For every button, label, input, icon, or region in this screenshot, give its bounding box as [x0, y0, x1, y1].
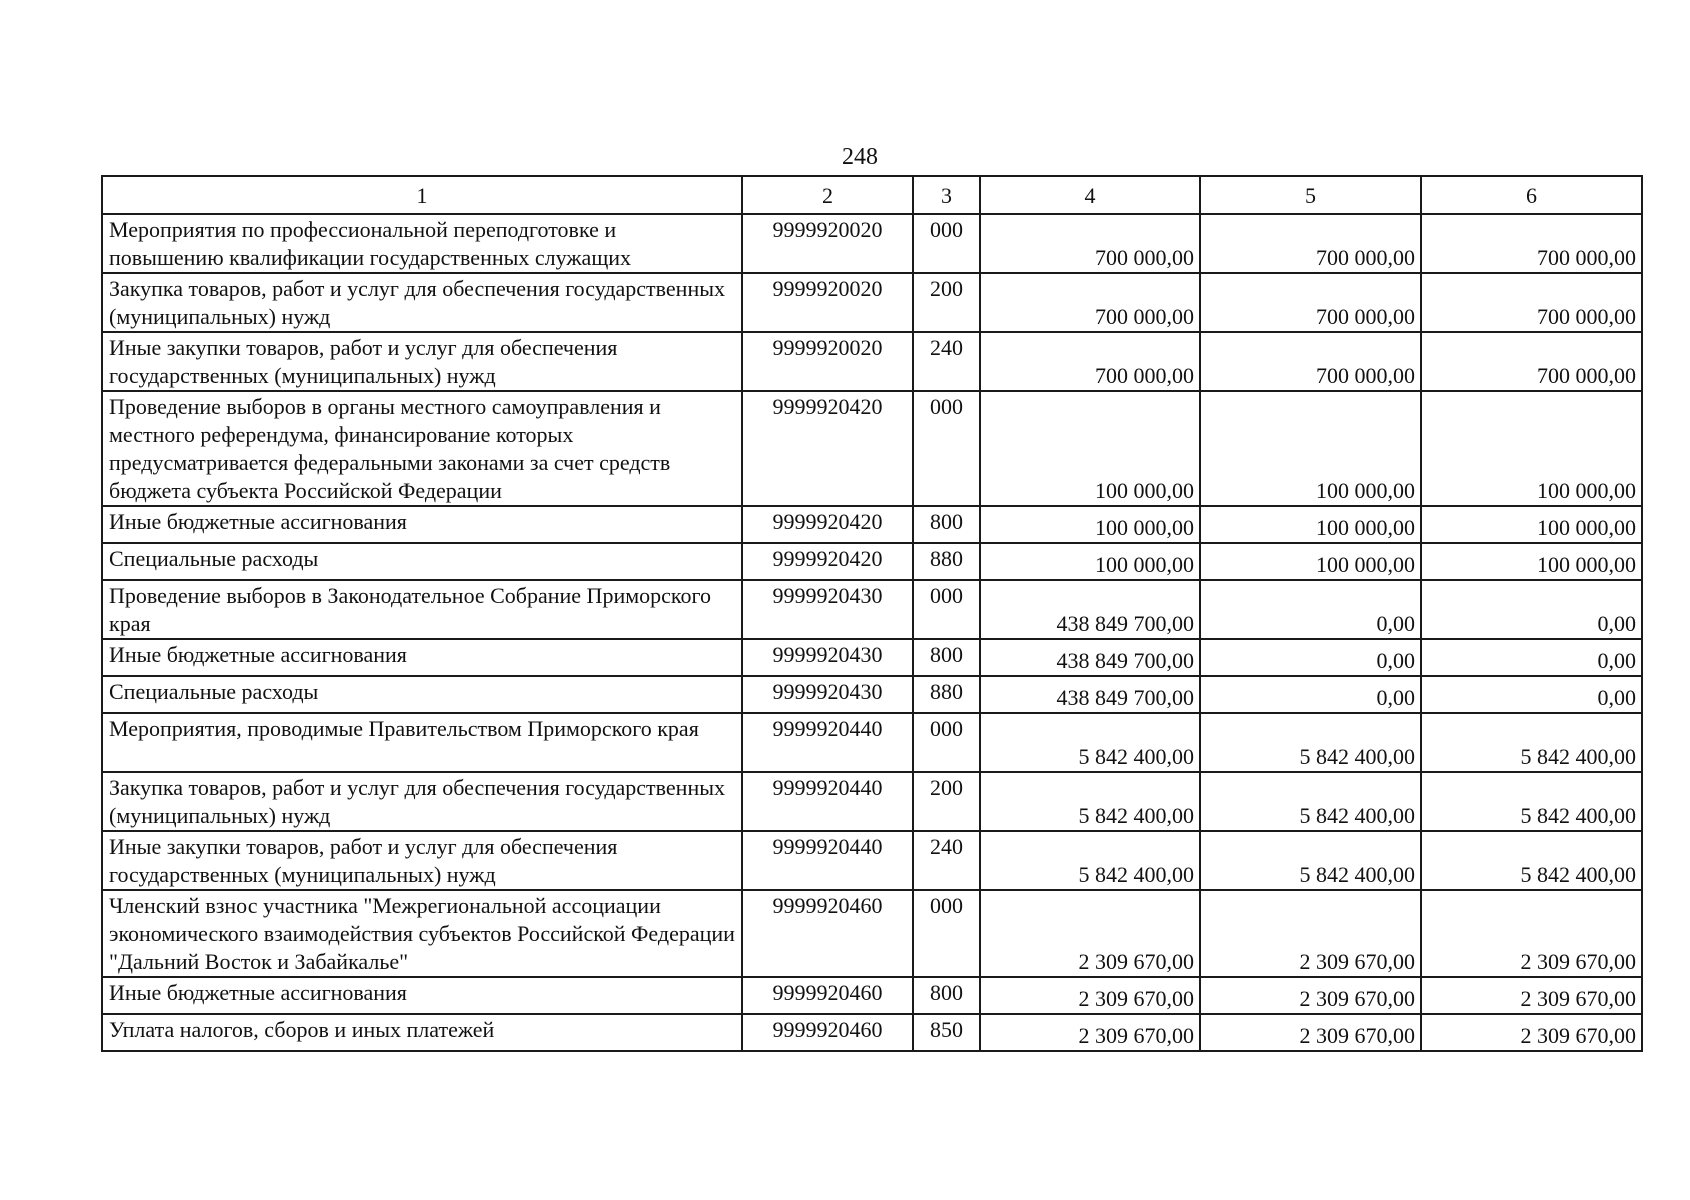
- amount-year-1: 700 000,00: [980, 273, 1200, 332]
- expense-name: Мероприятия по профессиональной переподготовке и повышению квалификации государственных служащих: [102, 214, 742, 273]
- amount-year-3: 700 000,00: [1421, 214, 1642, 273]
- target-article-code: 9999920440: [742, 772, 913, 831]
- expense-type-code: 800: [913, 506, 980, 543]
- amount-year-2: 700 000,00: [1200, 332, 1421, 391]
- amount-year-1: 2 309 670,00: [980, 1014, 1200, 1051]
- expense-name: Мероприятия, проводимые Правительством Приморского края: [102, 713, 742, 772]
- expense-name: Специальные расходы: [102, 543, 742, 580]
- amount-year-3: 700 000,00: [1421, 332, 1642, 391]
- expense-name: Иные бюджетные ассигнования: [102, 506, 742, 543]
- column-header-5: 5: [1200, 176, 1421, 214]
- amount-year-2: 100 000,00: [1200, 506, 1421, 543]
- amount-year-2: 5 842 400,00: [1200, 831, 1421, 890]
- table-row: [102, 639, 1642, 676]
- table-row: [102, 580, 1642, 639]
- amount-year-1: 438 849 700,00: [980, 676, 1200, 713]
- amount-year-2: 2 309 670,00: [1200, 890, 1421, 977]
- expense-type-code: 000: [913, 890, 980, 977]
- table-row: [102, 977, 1642, 1014]
- target-article-code: 9999920460: [742, 977, 913, 1014]
- amount-year-2: 700 000,00: [1200, 273, 1421, 332]
- expense-name: Закупка товаров, работ и услуг для обеспечения государственных (муниципальных) нужд: [102, 273, 742, 332]
- amount-year-1: 700 000,00: [980, 214, 1200, 273]
- expense-name: Иные бюджетные ассигнования: [102, 639, 742, 676]
- column-header-1: 1: [102, 176, 742, 214]
- amount-year-2: 2 309 670,00: [1200, 1014, 1421, 1051]
- table-row: [102, 506, 1642, 543]
- table-row: [102, 391, 1642, 506]
- expense-type-code: 240: [913, 831, 980, 890]
- expense-type-code: 000: [913, 391, 980, 506]
- amount-year-1: 100 000,00: [980, 391, 1200, 506]
- amount-year-3: 2 309 670,00: [1421, 977, 1642, 1014]
- amount-year-1: 700 000,00: [980, 332, 1200, 391]
- amount-year-1: 5 842 400,00: [980, 772, 1200, 831]
- amount-year-3: 100 000,00: [1421, 506, 1642, 543]
- column-header-6: 6: [1421, 176, 1642, 214]
- expense-type-code: 850: [913, 1014, 980, 1051]
- expense-name: Иные закупки товаров, работ и услуг для обеспечения государственных (муниципальных) нужд: [102, 831, 742, 890]
- amount-year-3: 5 842 400,00: [1421, 713, 1642, 772]
- expense-type-code: 800: [913, 977, 980, 1014]
- column-header-3: 3: [913, 176, 980, 214]
- amount-year-2: 5 842 400,00: [1200, 772, 1421, 831]
- target-article-code: 9999920420: [742, 543, 913, 580]
- expense-name: Закупка товаров, работ и услуг для обеспечения государственных (муниципальных) нужд: [102, 772, 742, 831]
- amount-year-2: 700 000,00: [1200, 214, 1421, 273]
- target-article-code: 9999920020: [742, 214, 913, 273]
- expense-type-code: 000: [913, 580, 980, 639]
- column-header-2: 2: [742, 176, 913, 214]
- target-article-code: 9999920420: [742, 391, 913, 506]
- target-article-code: 9999920430: [742, 676, 913, 713]
- amount-year-1: 100 000,00: [980, 543, 1200, 580]
- expense-type-code: 800: [913, 639, 980, 676]
- expense-type-code: 200: [913, 772, 980, 831]
- amount-year-1: 438 849 700,00: [980, 580, 1200, 639]
- amount-year-3: 700 000,00: [1421, 273, 1642, 332]
- amount-year-1: 2 309 670,00: [980, 977, 1200, 1014]
- amount-year-3: 2 309 670,00: [1421, 1014, 1642, 1051]
- amount-year-3: 2 309 670,00: [1421, 890, 1642, 977]
- table-row: [102, 273, 1642, 332]
- target-article-code: 9999920020: [742, 332, 913, 391]
- target-article-code: 9999920420: [742, 506, 913, 543]
- table-row: [102, 676, 1642, 713]
- amount-year-1: 438 849 700,00: [980, 639, 1200, 676]
- amount-year-2: 0,00: [1200, 676, 1421, 713]
- expense-type-code: 000: [913, 713, 980, 772]
- expense-name: Проведение выборов в органы местного самоуправления и местного референдума, финансирование которых предусматривается федеральными законами за счет средств бюджета субъекта Российской Федерации: [102, 391, 742, 506]
- table-row: [102, 543, 1642, 580]
- amount-year-3: 0,00: [1421, 676, 1642, 713]
- amount-year-2: 2 309 670,00: [1200, 977, 1421, 1014]
- expense-type-code: 200: [913, 273, 980, 332]
- table-row: [102, 890, 1642, 977]
- amount-year-3: 0,00: [1421, 580, 1642, 639]
- amount-year-3: 100 000,00: [1421, 543, 1642, 580]
- amount-year-1: 5 842 400,00: [980, 713, 1200, 772]
- table-row: [102, 831, 1642, 890]
- header-row: [102, 176, 1642, 214]
- expense-name: Уплата налогов, сборов и иных платежей: [102, 1014, 742, 1051]
- target-article-code: 9999920460: [742, 890, 913, 977]
- amount-year-3: 100 000,00: [1421, 391, 1642, 506]
- expense-type-code: 880: [913, 676, 980, 713]
- amount-year-1: 5 842 400,00: [980, 831, 1200, 890]
- amount-year-3: 5 842 400,00: [1421, 831, 1642, 890]
- expense-name: Специальные расходы: [102, 676, 742, 713]
- page-number: 248: [842, 144, 878, 170]
- target-article-code: 9999920460: [742, 1014, 913, 1051]
- target-article-code: 9999920020: [742, 273, 913, 332]
- amount-year-2: 0,00: [1200, 580, 1421, 639]
- amount-year-2: 100 000,00: [1200, 543, 1421, 580]
- target-article-code: 9999920440: [742, 831, 913, 890]
- table-row: [102, 713, 1642, 772]
- amount-year-2: 5 842 400,00: [1200, 713, 1421, 772]
- amount-year-1: 100 000,00: [980, 506, 1200, 543]
- expense-type-code: 880: [913, 543, 980, 580]
- target-article-code: 9999920430: [742, 580, 913, 639]
- amount-year-3: 5 842 400,00: [1421, 772, 1642, 831]
- target-article-code: 9999920430: [742, 639, 913, 676]
- table-row: [102, 332, 1642, 391]
- expense-type-code: 000: [913, 214, 980, 273]
- amount-year-3: 0,00: [1421, 639, 1642, 676]
- amount-year-1: 2 309 670,00: [980, 890, 1200, 977]
- amount-year-2: 0,00: [1200, 639, 1421, 676]
- budget-table: [101, 175, 1643, 1052]
- expense-type-code: 240: [913, 332, 980, 391]
- expense-name: Иные бюджетные ассигнования: [102, 977, 742, 1014]
- table-row: [102, 1014, 1642, 1051]
- expense-name: Проведение выборов в Законодательное Собрание Приморского края: [102, 580, 742, 639]
- table-row: [102, 214, 1642, 273]
- amount-year-2: 100 000,00: [1200, 391, 1421, 506]
- column-header-4: 4: [980, 176, 1200, 214]
- target-article-code: 9999920440: [742, 713, 913, 772]
- table-row: [102, 772, 1642, 831]
- expense-name: Членский взнос участника "Межрегиональной ассоциации экономического взаимодействия субъектов Российской Федерации "Дальний Восток и Забайкалье": [102, 890, 742, 977]
- expense-name: Иные закупки товаров, работ и услуг для обеспечения государственных (муниципальных) нужд: [102, 332, 742, 391]
